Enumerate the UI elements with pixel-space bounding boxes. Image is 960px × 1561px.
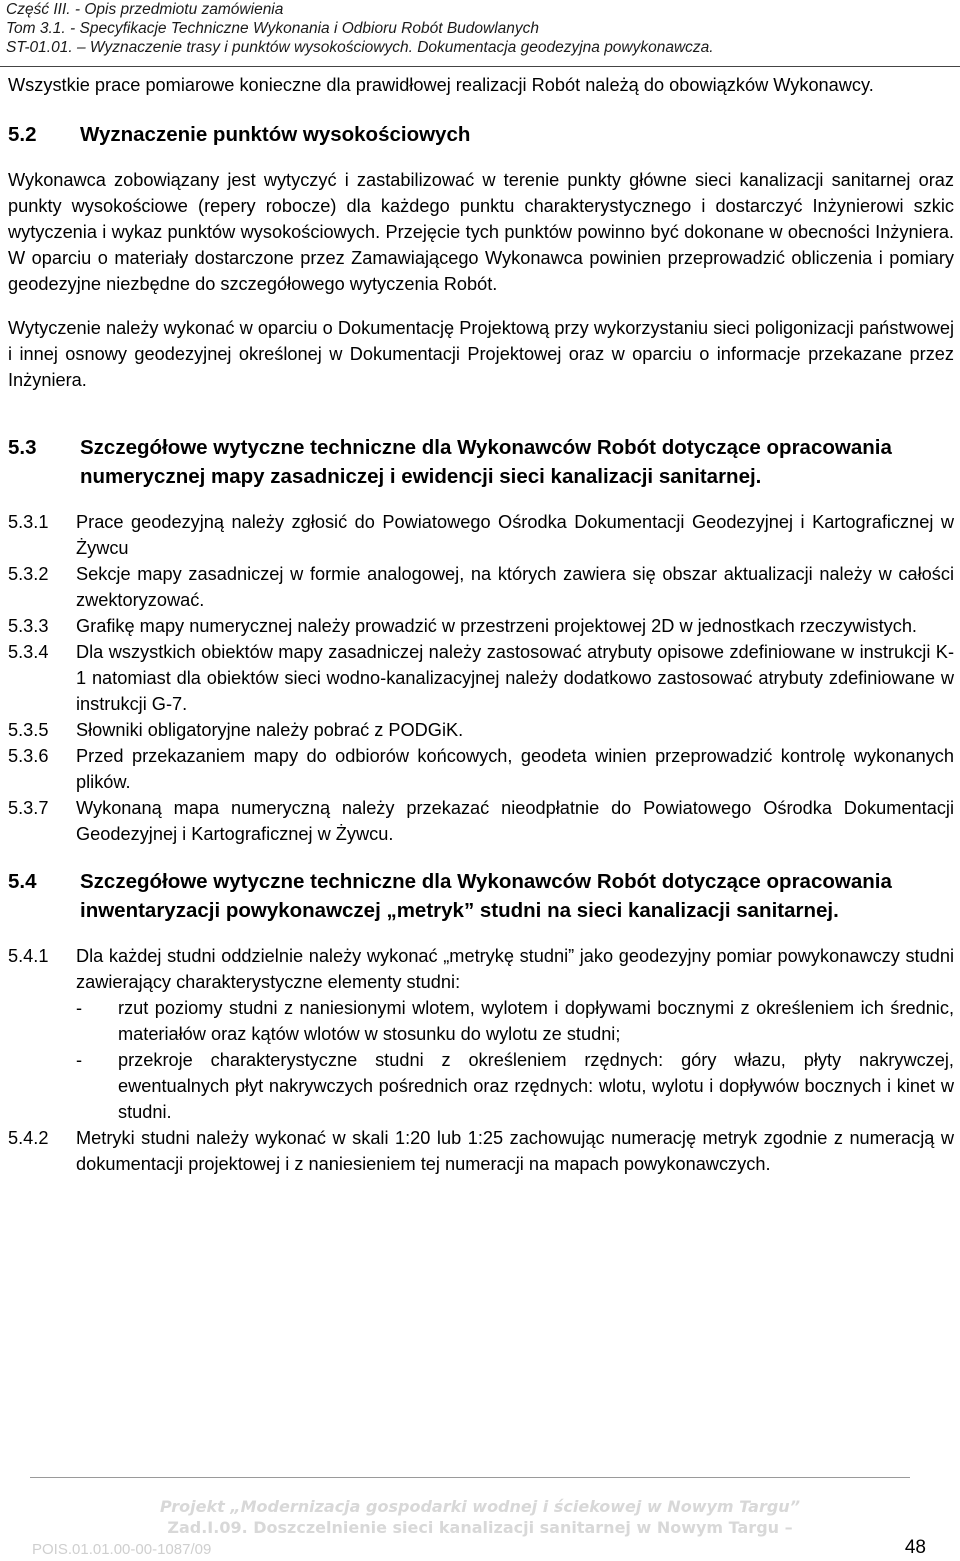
- bullet-dash: -: [76, 1050, 83, 1070]
- list-item: [8, 1125, 954, 1177]
- section-title: Szczegółowe wytyczne techniczne dla Wykonawców Robót dotyczące opracowania inwentaryzacji powykonawczej „metryk” studni na sieci kanalizacji sanitarnej.: [80, 870, 892, 922]
- item-text: Dla wszystkich obiektów mapy zasadniczej należy zastosować atrybuty opisowe zdefiniowane w instrukcji K-1 natomiast dla obiektów sieci wodno-kanalizacyjnej należy dodatkowo zastosować atrybuty zdefiniowane w instrukcji G-7.: [76, 642, 954, 714]
- item-number: 5.4.2: [8, 1128, 49, 1148]
- item-text: Grafikę mapy numerycznej należy prowadzić w przestrzeni projektowej 2D w jednostkach rzeczywistych.: [76, 616, 917, 636]
- item-number: 5.3.3: [8, 616, 49, 636]
- item-text: Dla każdej studni oddzielnie należy wykonać „metrykę studni” jako geodezyjny pomiar powykonawczy studni zawierający charakterystyczne elementy studni:: [76, 946, 954, 992]
- item-text: Słowniki obligatoryjne należy pobrać z PODGiK.: [76, 720, 464, 740]
- list-item: [8, 613, 954, 639]
- item-number: 5.4.1: [8, 946, 49, 966]
- bullet-text: rzut poziomy studni z naniesionymi wlotem, wylotem i dopływami bocznymi z określeniem ich średnic, materiałów oraz kątów wlotów w stosunku do wylotu ze studni;: [118, 998, 954, 1044]
- item-text: Metryki studni należy wykonać w skali 1:20 lub 1:25 zachowując numerację metryk zgodnie z numeracją w dokumentacji projektowej i z naniesieniem tej numeracji na mapach powykonawczych.: [76, 1128, 954, 1174]
- footer-task: Zad.I.09. Doszczelnienie sieci kanalizacji sanitarnej w Nowym Targu –: [167, 1518, 793, 1537]
- item-number: 5.3.1: [8, 512, 49, 532]
- section-5-2-paragraph-1: Wykonawca zobowiązany jest wytyczyć i zastabilizować w terenie punkty główne sieci kanalizacji sanitarnej oraz punkty wysokościowe (repery robocze) dla każdego punktu charakterystycznego i dostarczyć Inżynierowi szkic wytyczenia i wykaz punktów wysokościowych. Przejęcie tych punktów powinno być dokonane w obecności Inżyniera. W oparciu o materiały dostarczone przez Zamawiającego Wykonawca powinien przeprowadzić obliczenia i pomiary geodezyjne niezbędne do szczegółowego wytyczenia Robót.: [8, 170, 954, 294]
- item-text: Sekcje mapy zasadniczej w formie analogowej, na których zawiera się obszar aktualizacji należy w całości zwektoryzować.: [76, 564, 954, 610]
- bullet-dash: -: [76, 998, 83, 1018]
- item-text: Wykonaną mapa numeryczną należy przekazać nieodpłatnie do Powiatowego Ośrodka Dokumentacji Geodezyjnej i Kartograficznej w Żywcu.: [76, 798, 954, 844]
- item-number: 5.3.6: [8, 746, 49, 766]
- header-line-part: Część III. - Opis przedmiotu zamówienia: [6, 1, 284, 18]
- section-number: 5.3: [8, 436, 37, 459]
- item-number: 5.3.2: [8, 564, 49, 584]
- list-item: [8, 639, 954, 717]
- list-item: [8, 561, 954, 613]
- list-item: [8, 743, 954, 795]
- bullet-item: [8, 1047, 954, 1125]
- footer-divider: [30, 1477, 910, 1478]
- page-header: [6, 0, 956, 57]
- list-item: [8, 795, 954, 847]
- item-number: 5.3.4: [8, 642, 49, 662]
- intro-paragraph: Wszystkie prace pomiarowe konieczne dla prawidłowej realizacji Robót należą do obowiązków Wykonawcy.: [8, 75, 874, 95]
- item-number: 5.3.7: [8, 798, 49, 818]
- footer-project: Projekt „Modernizacja gospodarki wodnej i ściekowej w Nowym Targu”: [159, 1497, 800, 1516]
- item-text: Przed przekazaniem mapy do odbiorów końcowych, geodeta winien przeprowadzić kontrolę wykonanych plików.: [76, 746, 954, 792]
- section-title: Wyznaczenie punktów wysokościowych: [80, 123, 471, 146]
- section-5-2-heading: [8, 120, 954, 149]
- document-body: [8, 72, 954, 1177]
- bullet-item: [8, 995, 954, 1047]
- header-divider: [0, 66, 960, 67]
- footer-code: POIS.01.01.00-00-1087/09: [32, 1541, 212, 1558]
- section-title: Szczegółowe wytyczne techniczne dla Wykonawców Robót dotyczące opracowania numerycznej mapy zasadniczej i ewidencji sieci kanalizacji sanitarnej.: [80, 436, 892, 488]
- section-number: 5.4: [8, 870, 37, 893]
- section-5-3-heading: [8, 433, 954, 491]
- header-line-spec: ST-01.01. – Wyznaczenie trasy i punktów wysokościowych. Dokumentacja geodezyjna powykonawcza.: [6, 39, 714, 56]
- section-5-2-paragraph-2: Wytyczenie należy wykonać w oparciu o Dokumentację Projektową przy wykorzystaniu sieci poligonizacji państwowej i innej osnowy geodezyjnej określonej w Dokumentacji Projektowej oraz w oparciu o informacje przekazane przez Inżyniera.: [8, 318, 954, 390]
- item-number: 5.3.5: [8, 720, 49, 740]
- section-5-4-heading: [8, 867, 954, 925]
- section-number: 5.2: [8, 123, 37, 146]
- list-item: [8, 717, 954, 743]
- list-item: [8, 509, 954, 561]
- page-number: 48: [904, 1537, 926, 1558]
- header-line-volume: Tom 3.1. - Specyfikacje Techniczne Wykonania i Odbioru Robót Budowlanych: [6, 20, 540, 37]
- bullet-text: przekroje charakterystyczne studni z określeniem rzędnych: góry włazu, płyty nakrywczej, ewentualnych płyt nakrywczych pośrednich oraz rzędnych: wlotu, wylotu i dopływów bocznych i kinet w studni.: [118, 1050, 954, 1122]
- list-item: [8, 943, 954, 995]
- item-text: Prace geodezyjną należy zgłosić do Powiatowego Ośrodka Dokumentacji Geodezyjnej i Kartograficznej w Żywcu: [76, 512, 954, 558]
